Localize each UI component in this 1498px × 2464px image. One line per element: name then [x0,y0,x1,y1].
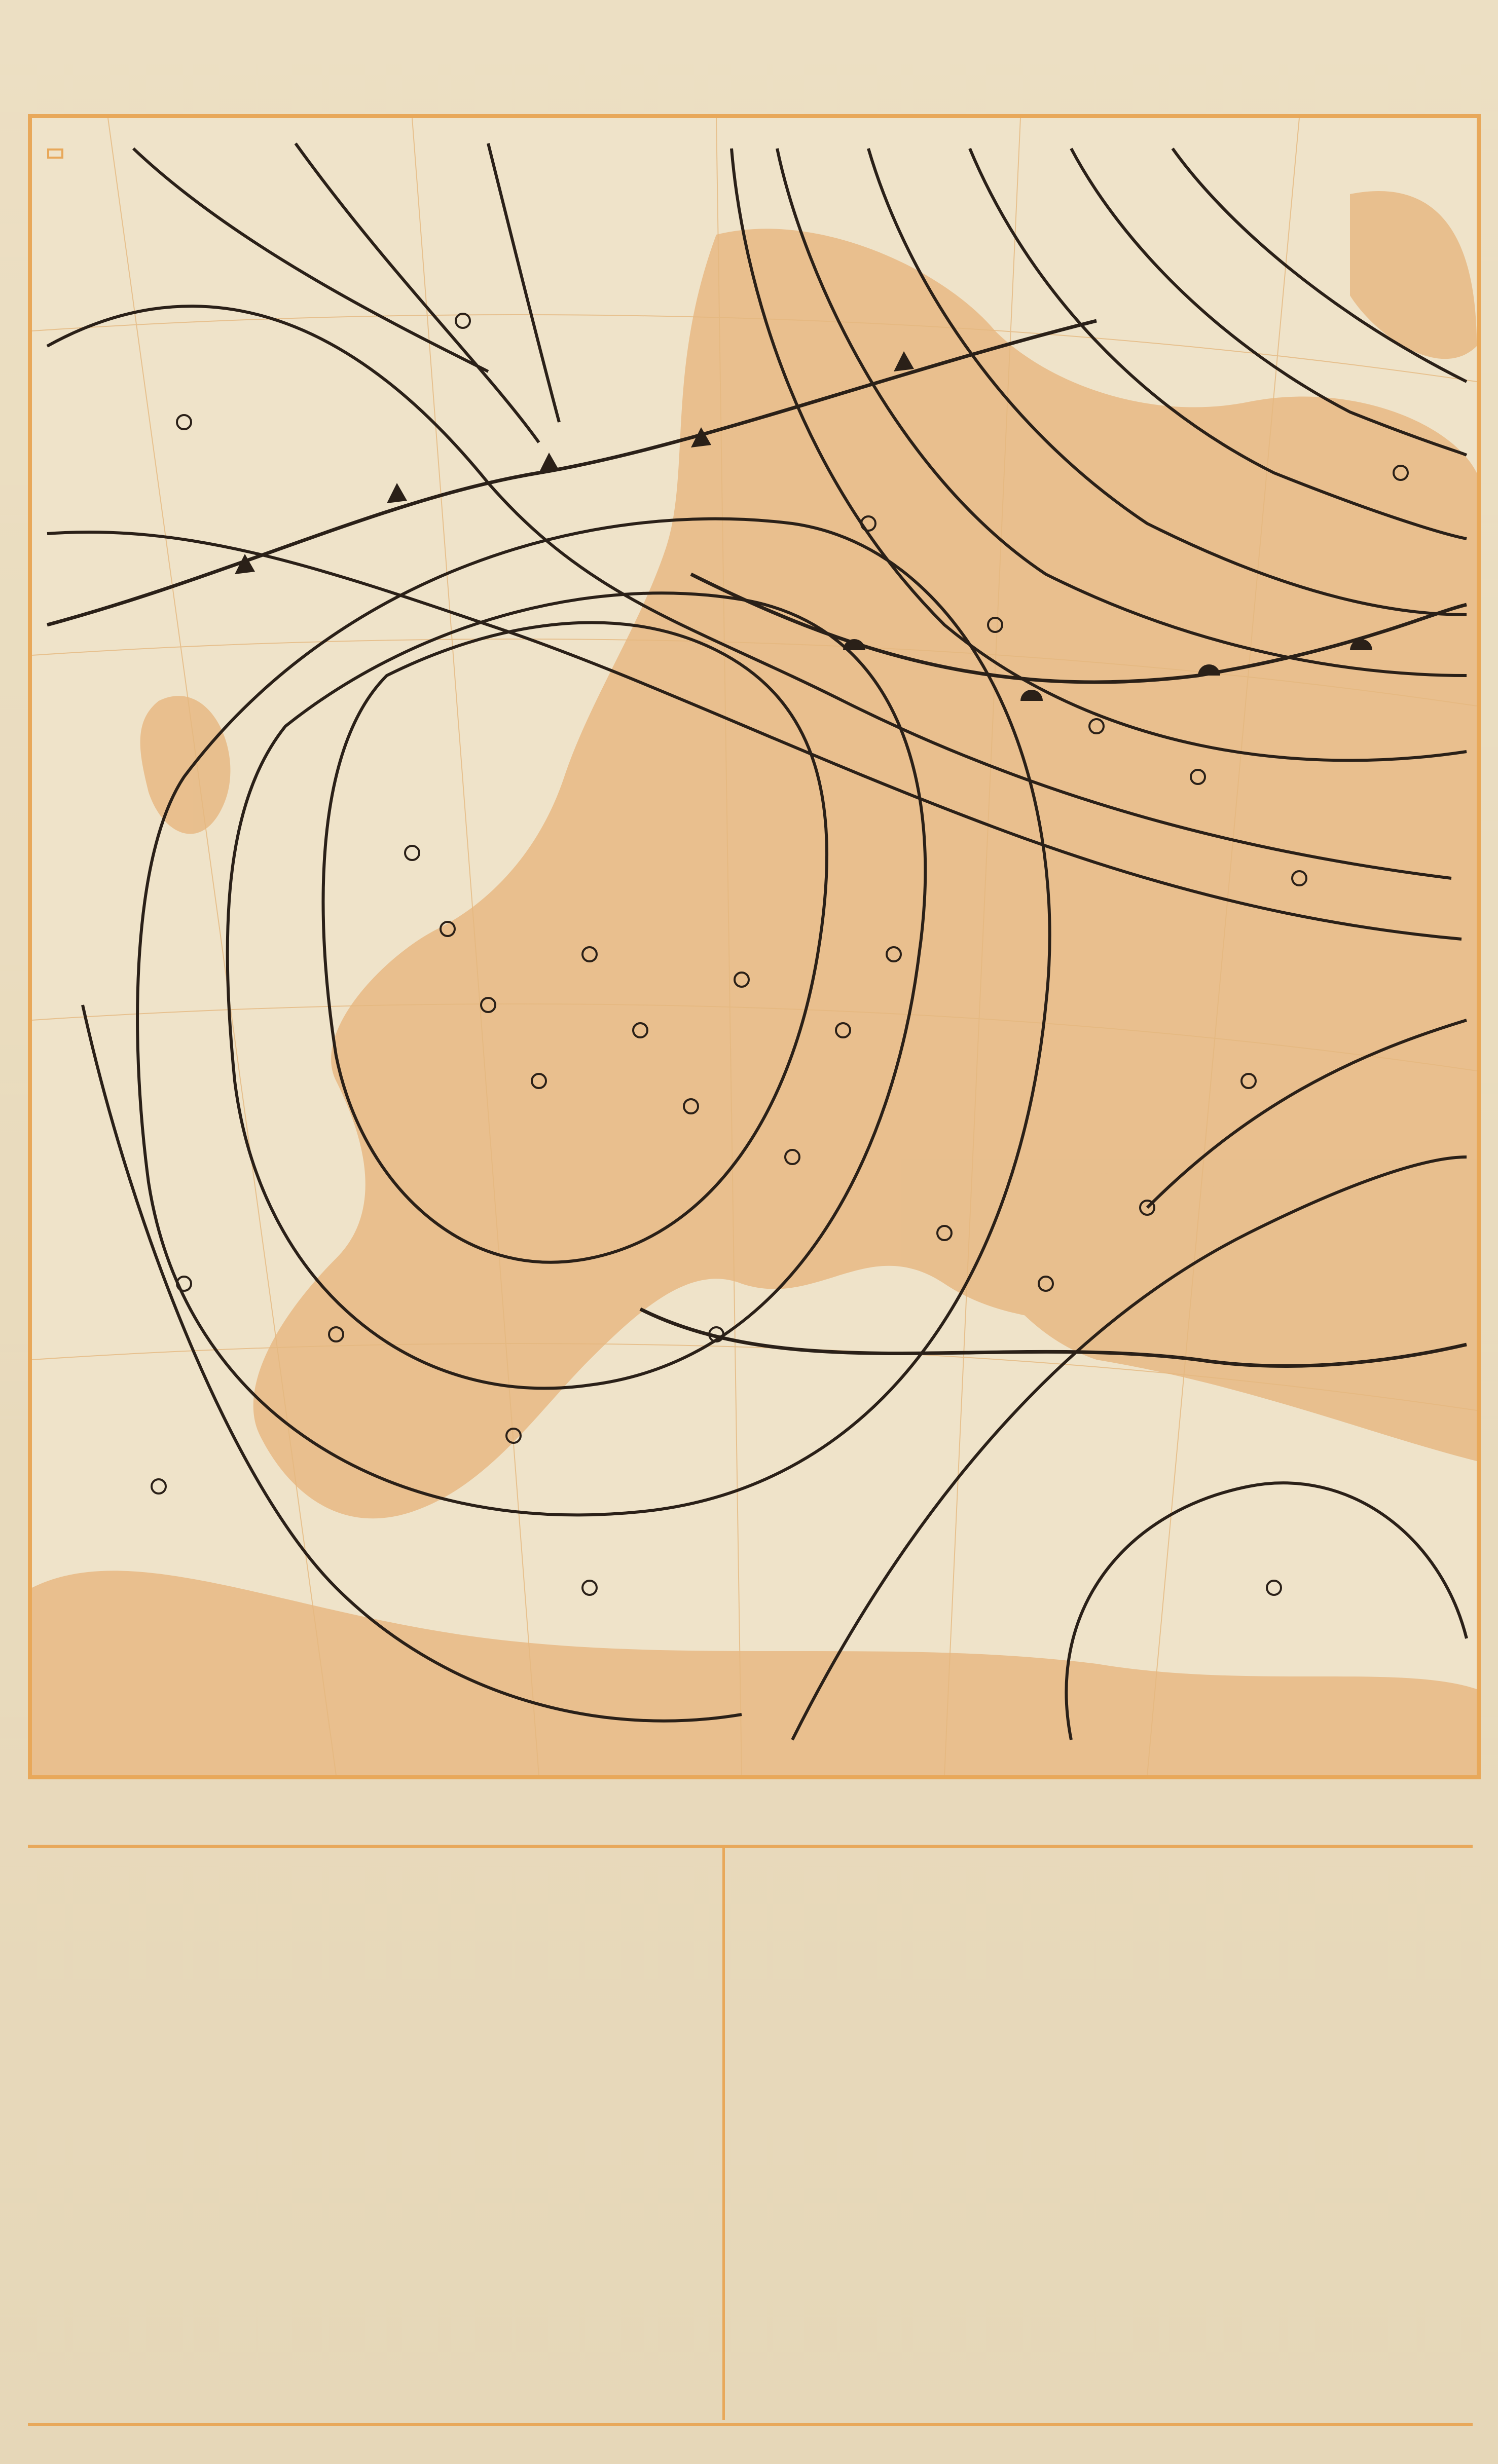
column-divider [722,1845,725,2420]
british-isles [140,696,231,834]
map-canvas [32,118,1477,1775]
weather-map [28,114,1481,1779]
north-africa [32,1571,1477,1775]
observation-time-label [47,148,63,159]
ural-land [1350,191,1477,359]
land-areas [32,191,1477,1775]
overview-box [28,1845,1473,2426]
